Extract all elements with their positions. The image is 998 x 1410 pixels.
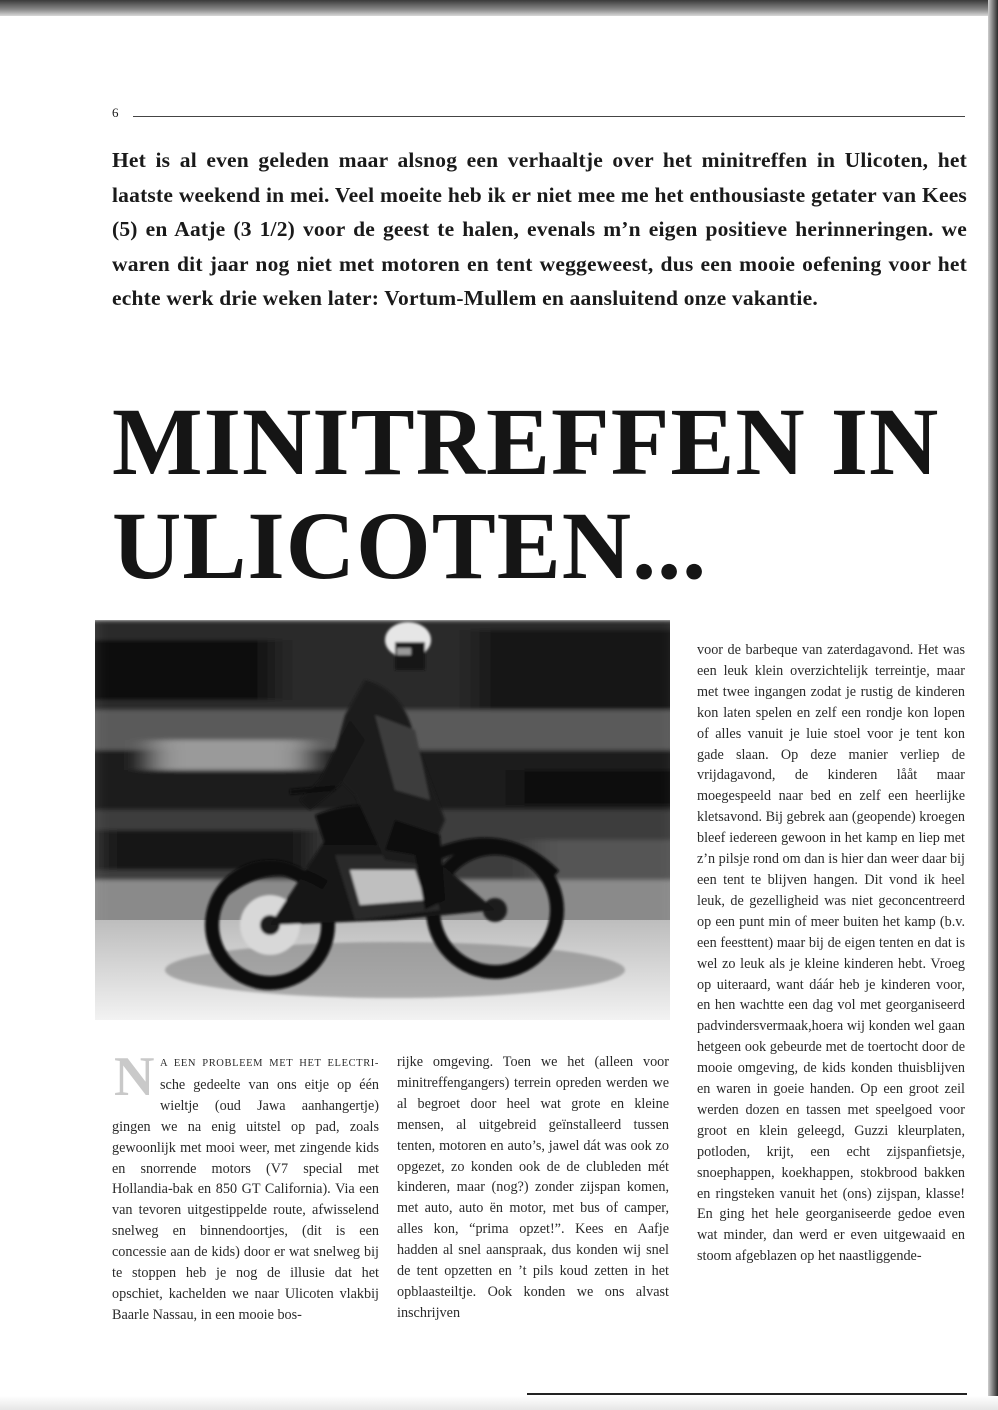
page-number: 6 [112,105,119,120]
article-column-3: voor de barbeque van zaterdagavond. Het was een leuk klein overzichtelijk terreintje, maar met twee ingangen zodat je rustig de kinderen kon laten spelen en zelf een rondje kon lopen of alles vanuit je luie stoel voor je tent kon gade slaan. Op deze manier verliep de vrijdagavond, de kinderen lååt maar moegespeeld naar bed en zelf een heerlijke kletsavond. Bij gebrek aan (geopende) kroegen bleef iedereen gewoon in het kamp en liep met z’n pilsje rond om dan is hier dan weer daar bij een tent te blijven hangen. Dit vond ik heel leuk, de gezelligheid was niet geconcentreerd op een punt min of meer buiten het kamp (b.v. een feesttent) maar bij de eigen tenten en dat is wel zo leuk als je kleine kinderen hebt. Vroeg op uiteraard, want dáár heb je kinderen voor, en hen wachtte een dag vol met georganiseerd padvindersvermaak,hoera wij konden wel gaan hetgeen ook gebeurde met de toertocht door de mooie omgeving, de kids konden thuisblijven en waren in goeie handen. Op een groot zeil werden dozen en tassen met speelgoed voor groot en klein geleegd, Guzzi kleurplaten, potloden, krijt, een echt zijspanfietsje, snoephappen, koekhappen, stokbrood bakken en ringsteken vanuit het (ons) zijspan, klasse! En ging het hele georganiseerde gedoe even wat minder, dan werd er even uitgewaaid en stoom afgeblazen op het naastliggende- [697,642,965,1265]
scan-right-edge [988,0,998,1410]
lead-in: A EEN PROBLEEM MET HET ELECTRI- [160,1058,379,1069]
drop-cap: N [114,1046,155,1108]
footer-rule [527,1393,967,1395]
header-rule [133,116,965,117]
article-column-1 [112,1046,379,1326]
article-title: MINITREFFEN IN ULICOTEN... [112,388,940,599]
motorcycle-photo [95,620,670,1020]
scan-bottom-edge [0,1396,998,1410]
article-column-2: rijke omgeving. Toen we het (alleen voor minitreffengangers) terrein opreden werden we al begroet door heel wat grote en kleine mensen, al uitgebreid geïnstalleerd tussen tenten, motoren en auto’s, jawel dát was ook zo opgezet, zo konden ook de de clubleden mét kinderen, maar (nog?) zonder zijspan komen, met auto, auto ën motor, met bus of camper, alles kon, “prima opzet!”. Kees en Aafje hadden al snel aanspraak, dus konden wij snel de tent opzetten en ’t pils koud zetten in het opblaasteiltje. Ook konden we ons alvast inschrijven [397,1054,669,1321]
scan-top-edge [0,0,998,16]
column-1-text: sche gedeelte van ons eitje op één wieltje (oud Jawa aanhangertje) gingen we na enig uitstel op pad, zoals gewoonlijk met mooi weer, met zingende kids en snorrende motors (V7 special met Hollandia-bak en 850 GT California). Via een van tevoren uitgestippelde route, afwisselend snelweg en binnendoortjes, (dit is een concessie aan de kids) door er wat snelweg bij te stoppen heb je nog de illusie dat het opschiet, kachelden we naar Ulicoten vlakbij Baarle Nassau, in een mooie bos- [112,1076,379,1323]
intro-paragraph: Het is al even geleden maar alsnog een verhaaltje over het minitreffen in Ulicoten, het laatste weekend in mei. Veel moeite heb ik er niet mee me het enthousiaste getater van Kees (5) en Aatje (3 1/2) voor de geest te halen, evenals m’n eigen positieve herinneringen. we waren dit jaar nog niet met motoren en tent weggeweest, dus een mooie oefening voor het echte werk drie weken later: Vortum-Mullem en aansluitend onze vakantie. [112,148,967,310]
